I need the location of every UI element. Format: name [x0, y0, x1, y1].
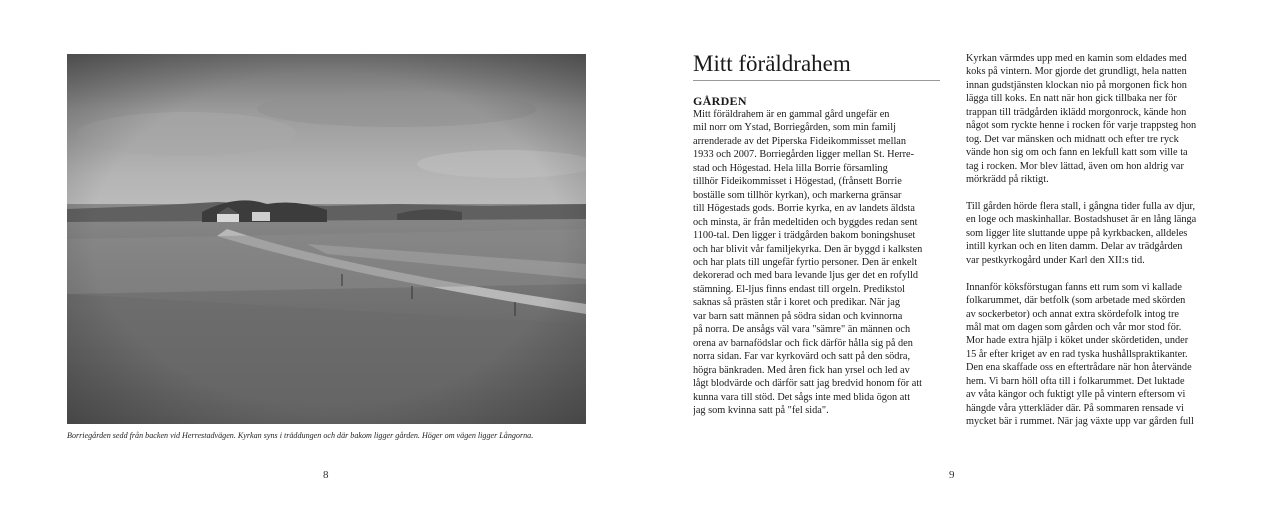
- text-line: hängde våra ytterkläder där. På sommaren rensade vi: [966, 402, 1184, 414]
- text-line: Till gården hörde flera stall, i gångna tider fulla av djur,: [966, 200, 1196, 212]
- text-line: stämning. El-ljus finns endast till orgeln. Predikstol: [693, 283, 906, 295]
- text-line: norra sidan. Far var kyrkovärd och satt på den södra,: [693, 351, 911, 363]
- text-line: en loge och maskinhallar. Bostadshuset är en lång länga: [966, 214, 1197, 226]
- text-column-1: [693, 108, 941, 417]
- page-number-left: 8: [323, 469, 329, 481]
- text-line: och har plats till ungefär fyrtio personer. Den är enkelt: [693, 256, 918, 268]
- paragraph-folk-room: [966, 281, 1214, 429]
- text-line: mål mat om dagen som gården och vår mor stod för.: [966, 322, 1182, 334]
- text-line: lägga till koks. En natt när hon gick tillbaka ner för: [966, 93, 1177, 105]
- text-line: mil norr om Ystad, Borriegården, som min familj: [693, 122, 896, 134]
- landscape-photo-illustration: [67, 54, 586, 424]
- text-line: boställe som tillhör kyrkan), och markerna gränsar: [693, 189, 902, 201]
- text-column-2: [966, 52, 1214, 429]
- text-line: som ligger lite sluttande uppe på kyrkbacken, alldeles: [966, 227, 1188, 239]
- text-line: på norra. De ansågs väl vara "sämre" än männen och: [693, 324, 911, 336]
- text-line: 1100-tal. Den ligger i trädgården bakom boningshuset: [693, 230, 916, 242]
- page-number-right: 9: [949, 469, 955, 481]
- text-line: dekorerad och med bara levande ljus ger det en rofylld: [693, 270, 919, 282]
- text-line: jag som kvinna satt på "fel sida".: [693, 404, 829, 416]
- text-line: lågt blodvärde och därför satt jag bredvid honom för att: [693, 378, 923, 390]
- text-line: tog. Det var mänsken och midnatt och efter tre ryck: [966, 133, 1179, 145]
- text-line: till Högestads gods. Borrie kyrka, en av landets äldsta: [693, 203, 915, 215]
- landscape-photo: [67, 54, 586, 424]
- text-line: var barn satt männen på södra sidan och kvinnorna: [693, 310, 903, 322]
- text-line: var pestkyrkogård under Karl den XII:s tid.: [966, 254, 1145, 266]
- text-line: Innanför köksförstugan fanns ett rum som vi kallade: [966, 281, 1182, 293]
- section-heading: GÅRDEN: [693, 94, 747, 108]
- paragraph-farm-buildings: [966, 200, 1214, 267]
- text-line: koks på vintern. Mor gjorde det grundligt, hela natten: [966, 66, 1187, 78]
- text-line: 15 år efter kriget av en rad tyska hushållspraktikanter.: [966, 348, 1188, 360]
- text-line: högra bänkraden. Med åren fick han yrsel och led av: [693, 364, 910, 376]
- photo-caption: Borriegården sedd från backen vid Herrestadvägen. Kyrkan syns i träddungen och där bakom ligger gården. Höger om vägen ligger Långorna.: [67, 431, 534, 440]
- text-line: och har blivit vår familjekyrka. Den är byggd i kalksten: [693, 243, 923, 255]
- text-line: orena av barnafödslar och fick därför hålla sig på den: [693, 337, 913, 349]
- text-line: tillhör Fideikommisset i Högestad, (frånsett Borrie: [693, 176, 902, 188]
- text-line: arrenderade av det Piperska Fideikommisset mellan: [693, 135, 907, 147]
- text-line: 1933 och 2007. Borriegården ligger mellan St. Herre-: [693, 149, 915, 161]
- text-line: stad och Högestad. Hela lilla Borrie församling: [693, 162, 888, 174]
- text-line: Kyrkan värmdes upp med en kamin som eldades med: [966, 53, 1187, 64]
- paragraph-farm-description: [693, 108, 941, 417]
- paragraph-church-heating: [966, 52, 1214, 187]
- text-line: vände hon sig om och fann en lekfull katt som ville ta: [966, 147, 1188, 159]
- text-line: folkarummet, där betfolk (som arbetade med skörden: [966, 295, 1186, 307]
- text-line: mycket bär i rummet. När jag växte upp var gården full: [966, 416, 1194, 428]
- text-line: tag i rocken. Mor blev lättad, även om hon aldrig var: [966, 160, 1184, 172]
- text-line: hem. Vi barn höll ofta till i folkarummet. Det luktade: [966, 375, 1185, 387]
- text-line: intill kyrkan och en liten damm. Delar av trädgården: [966, 241, 1183, 253]
- text-line: av våta kängor och fuktigt ylle på vintern eftersom vi: [966, 389, 1186, 401]
- text-line: trappan till trädgården iklädd morgonrock, kände hon: [966, 106, 1187, 118]
- text-line: Mor hade extra hjälp i köket under skördetiden, under: [966, 335, 1189, 347]
- text-line: Den ena skaffade oss en eftertrådare när hon återvände: [966, 362, 1192, 374]
- text-line: något som ryckte henne i rocken för varje trappsteg hon: [966, 120, 1197, 132]
- text-line: mörkrädd på riktigt.: [966, 174, 1049, 186]
- chapter-title: Mitt föräldrahem: [693, 51, 851, 76]
- text-line: kunna vara till stöd. Det sågs inte med blida ögon att: [693, 391, 911, 403]
- title-rule: [693, 80, 940, 81]
- text-line: av sockerbetor) och annat extra skördefolk intog tre: [966, 308, 1180, 320]
- text-line: Mitt föräldrahem är en gammal gård ungefär en: [693, 109, 890, 120]
- text-line: innan gudstjänsten klockan nio på morgonen fick hon: [966, 79, 1187, 91]
- text-line: och minsta, är från medeltiden och byggdes redan sent: [693, 216, 918, 228]
- text-line: saknas så prästen står i koret och predikar. När jag: [693, 297, 901, 309]
